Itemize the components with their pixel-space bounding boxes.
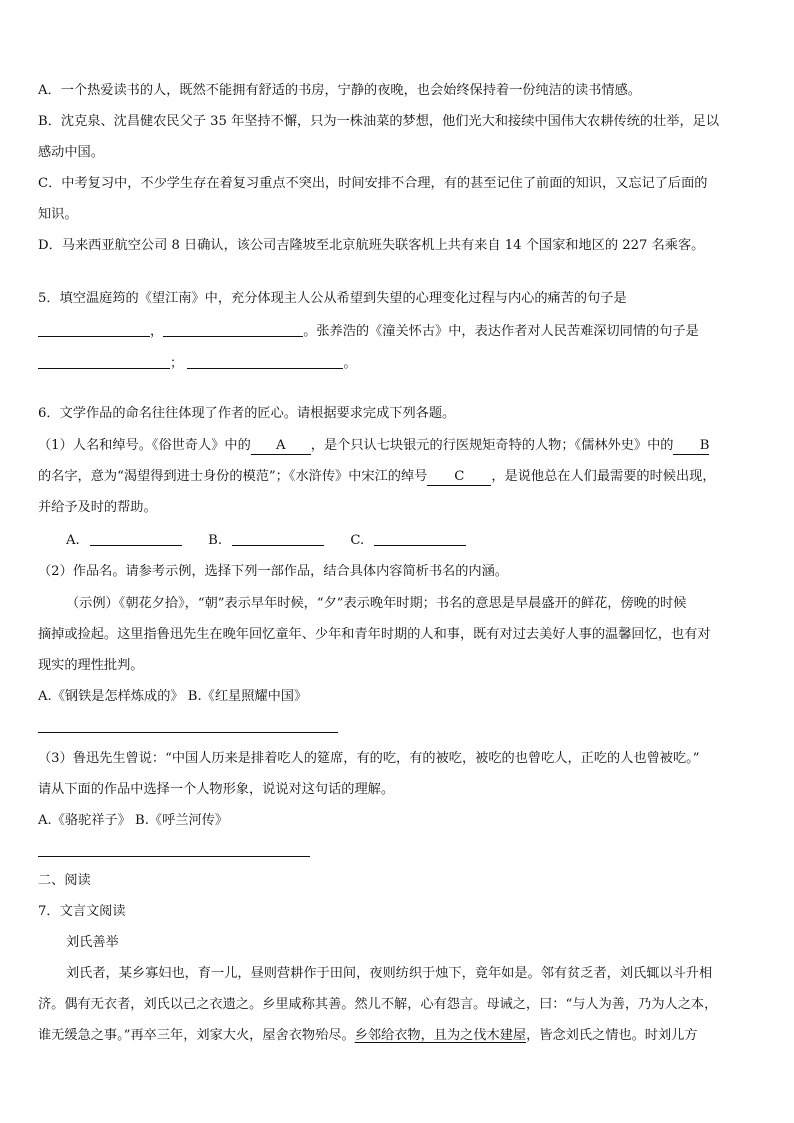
underlined-sentence: 乡邻给衣物，且为之伐木建屋: [354, 1028, 527, 1043]
answer-blank[interactable]: [187, 354, 343, 369]
passage-text: ，皆念刘氏之情也。时刘儿方: [526, 1028, 698, 1043]
answer-blank[interactable]: [38, 322, 150, 337]
option-a-label: A.: [66, 533, 80, 548]
q4-option-a: A．一个热爱读书的人，既然不能拥有舒适的书房，宁静的夜晚，也会始终保持着一份纯洁的读书情感。: [38, 83, 641, 98]
q4-option-d: D．马来西亚航空公司 8 日确认，该公司吉隆坡至北京航班失联客机上共有来自 14 个国家和地区的 227 名乘客。: [38, 238, 705, 253]
q5-line2: [38, 322, 699, 341]
q5-line3: [38, 354, 357, 373]
q6-part1-text: 的名字，意为“渴望得到进士身份的模范”；《水浒传》中宋江的绰号: [38, 469, 428, 484]
q6-part1-line2: [38, 468, 716, 486]
q4-option-c-line2: 知识。: [38, 207, 78, 222]
q6-part1-text: （1）人名和绰号。《俗世奇人》中的: [38, 438, 251, 453]
answer-blank-c[interactable]: [374, 531, 466, 546]
fill-a[interactable]: A: [251, 438, 311, 455]
answer-blank-a[interactable]: [90, 531, 182, 546]
q4-option-c-line1: C．中考复习中，不少学生存在着复习重点不突出，时间安排不合理，有的甚至记住了前面的知识，又忘记了后面的: [38, 176, 708, 191]
q4-option-b-line1: B．沈克泉、沈昌健农民父子 35 年坚持不懈，只为一株油菜的梦想，他们光大和接续中国伟大农耕传统的壮举，足以: [38, 114, 720, 129]
q6-part3-options: A.《骆驼祥子》 B.《呼兰河传》: [38, 813, 229, 828]
example-line1: （示例）《朝花夕拾》，“朝”表示早年时候，“夕”表示晚年时期；书名的意思是早晨盛开的鲜花，傍晚的时候: [66, 596, 687, 611]
q6-part1-line1: [38, 437, 709, 455]
fill-b[interactable]: B: [673, 438, 709, 455]
q7-title: 7．文言文阅读: [38, 904, 126, 919]
fill-c[interactable]: C: [427, 469, 491, 486]
q5-separator-2: ；: [170, 356, 184, 371]
passage-title: 刘氏善举: [66, 935, 119, 950]
answer-blank-b[interactable]: [232, 531, 324, 546]
option-c-label: C.: [350, 533, 365, 548]
q6-part3-line1: （3）鲁迅先生曾说：“中国人历来是排着吃人的筵席，有的吃，有的被吃，被吃的也曾吃人，正吃的人也曾被吃。”: [38, 751, 700, 766]
q6-part3-line2: 请从下面的作品中选择一个人物形象，说说对这句话的理解。: [38, 782, 395, 797]
option-b-label: B.: [208, 533, 223, 548]
q6-part1-line3: 并给予及时的帮助。: [38, 500, 157, 515]
q6-part2: （2）作品名。请参考示例，选择下列一部作品，结合具体内容简析书名的内涵。: [38, 564, 508, 579]
answer-blank[interactable]: [38, 354, 170, 369]
q6-part1-text: ，是说他总在人们最需要的时候出现，: [491, 469, 716, 484]
example-line3: 现实的理性批判。: [38, 658, 144, 673]
q5-prompt: 5．填空温庭筠的《望江南》中，充分体现主人公从希望到失望的心理变化过程与内心的痛苦的句子是: [38, 291, 627, 306]
q6-part1-text: ，是个只认七块银元的行医规矩奇特的人物；《儒林外史》中的: [310, 438, 674, 453]
q6-title: 6．文学作品的命名往往体现了作者的匠心。请根据要求完成下列各题。: [38, 406, 456, 421]
q4-option-b-line2: 感动中国。: [38, 145, 104, 160]
passage-line2: 济。偶有无衣者，刘氏以己之衣遗之。乡里咸称其善。然儿不解，心有怨言。母诫之，曰：“与人为善，乃为人之本，: [38, 997, 718, 1012]
answer-line-part2[interactable]: [38, 732, 338, 733]
passage-line3: [38, 1027, 698, 1045]
q6-answer-row: [66, 531, 466, 550]
passage-line1: 刘氏者，某乡寡妇也，育一儿，昼则营耕作于田间，夜则纺织于烛下，竟年如是。邻有贫乏者，刘氏辄以斗升相: [66, 966, 713, 981]
answer-blank[interactable]: [163, 322, 303, 337]
example-line2: 摘掉或捡起。这里指鲁迅先生在晚年回忆童年、少年和青年时期的人和事，既有对过去美好人事的温馨回忆，也有对: [38, 627, 711, 642]
q6-part2-options: A.《钢铁是怎样炼成的》 B.《红星照耀中国》: [38, 689, 308, 704]
section-heading: 二、阅读: [38, 873, 91, 888]
q5-end: 。: [343, 356, 357, 371]
answer-line-part3[interactable]: [38, 856, 310, 857]
q5-middle-text: 。张养浩的《潼关怀古》中，表达作者对人民苦难深切同情的句子是: [303, 324, 699, 339]
q5-separator-1: ，: [150, 324, 164, 339]
passage-text: 谁无缓急之事。”再卒三年，刘家大火，屋舍衣物殆尽。: [38, 1028, 355, 1043]
